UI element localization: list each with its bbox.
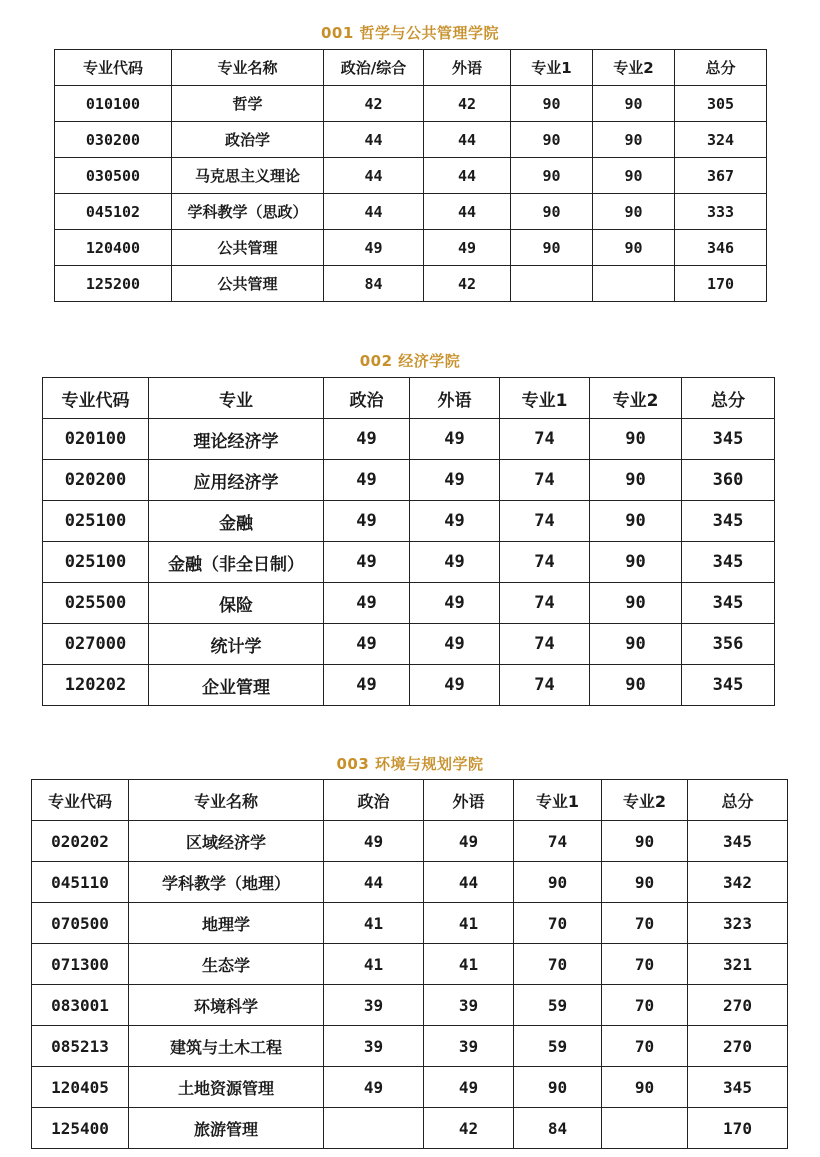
column-header: 专业1	[511, 50, 593, 86]
major-name-cell: 统计学	[149, 624, 324, 665]
score-cell: 49	[410, 665, 500, 706]
major-code-cell: 125400	[32, 1108, 129, 1149]
major-name-cell: 政治学	[172, 122, 324, 158]
score-cell: 90	[590, 501, 682, 542]
major-name-cell: 公共管理	[172, 266, 324, 302]
score-cell: 74	[500, 583, 590, 624]
score-cell: 74	[500, 665, 590, 706]
major-name-cell: 环境科学	[129, 985, 324, 1026]
score-cell: 49	[324, 665, 410, 706]
table-row	[55, 230, 767, 266]
score-cell: 84	[324, 266, 424, 302]
section-title: 001 哲学与公共管理学院	[320, 24, 500, 42]
score-cell: 70	[602, 1026, 688, 1067]
section-title: 002 经济学院	[359, 352, 461, 370]
major-code-cell: 045110	[32, 862, 129, 903]
major-code-cell: 045102	[55, 194, 172, 230]
score-cell: 49	[410, 419, 500, 460]
major-code-cell: 025100	[43, 501, 149, 542]
score-cell: 90	[593, 230, 675, 266]
table-row	[43, 419, 775, 460]
major-code-cell: 030500	[55, 158, 172, 194]
score-cell: 324	[675, 122, 767, 158]
score-cell: 90	[511, 86, 593, 122]
major-code-cell: 071300	[32, 944, 129, 985]
score-cell	[593, 266, 675, 302]
score-cell: 59	[514, 985, 602, 1026]
score-cell: 70	[602, 985, 688, 1026]
column-header: 政治/综合	[324, 50, 424, 86]
column-header: 政治	[324, 378, 410, 419]
score-cell: 41	[324, 903, 424, 944]
table-row	[43, 624, 775, 665]
major-code-cell: 083001	[32, 985, 129, 1026]
column-header: 专业代码	[32, 780, 129, 821]
score-cell: 90	[593, 194, 675, 230]
score-cell: 41	[424, 944, 514, 985]
score-cell: 90	[593, 122, 675, 158]
header-row	[43, 378, 775, 419]
table-row	[55, 122, 767, 158]
score-cell: 333	[675, 194, 767, 230]
score-cell: 345	[682, 501, 775, 542]
score-cell: 305	[675, 86, 767, 122]
score-cell: 345	[688, 1067, 788, 1108]
score-cell: 90	[511, 230, 593, 266]
table-row	[32, 1067, 788, 1108]
table-row	[55, 194, 767, 230]
score-cell: 90	[511, 122, 593, 158]
score-cell: 74	[500, 624, 590, 665]
major-code-cell: 120400	[55, 230, 172, 266]
major-name-cell: 理论经济学	[149, 419, 324, 460]
score-cell: 49	[410, 542, 500, 583]
score-cell: 74	[514, 821, 602, 862]
major-code-cell: 030200	[55, 122, 172, 158]
score-cell: 59	[514, 1026, 602, 1067]
score-cell: 90	[511, 158, 593, 194]
score-cell: 90	[590, 665, 682, 706]
table-row	[32, 1026, 788, 1067]
score-cell: 345	[682, 665, 775, 706]
major-code-cell: 027000	[43, 624, 149, 665]
score-cell: 74	[500, 542, 590, 583]
score-cell: 49	[424, 230, 511, 266]
major-name-cell: 土地资源管理	[129, 1067, 324, 1108]
score-cell: 49	[410, 583, 500, 624]
table-row	[32, 821, 788, 862]
score-cell: 321	[688, 944, 788, 985]
score-cell: 90	[590, 542, 682, 583]
score-cell: 39	[324, 1026, 424, 1067]
score-cell: 41	[424, 903, 514, 944]
major-code-cell: 025100	[43, 542, 149, 583]
score-cell: 49	[410, 501, 500, 542]
score-cell: 270	[688, 985, 788, 1026]
section-title: 003 环境与规划学院	[336, 755, 484, 773]
table-row	[43, 542, 775, 583]
score-cell: 49	[324, 821, 424, 862]
major-code-cell: 120405	[32, 1067, 129, 1108]
major-name-cell: 旅游管理	[129, 1108, 324, 1149]
column-header: 专业2	[590, 378, 682, 419]
table-row	[43, 460, 775, 501]
score-cell	[324, 1108, 424, 1149]
score-cell: 49	[424, 1067, 514, 1108]
score-cell: 345	[682, 542, 775, 583]
score-table-001	[54, 49, 767, 302]
major-code-cell: 085213	[32, 1026, 129, 1067]
score-cell: 84	[514, 1108, 602, 1149]
major-name-cell: 保险	[149, 583, 324, 624]
table-row	[32, 944, 788, 985]
score-cell: 345	[682, 583, 775, 624]
table-row	[32, 862, 788, 903]
table-row	[43, 501, 775, 542]
major-name-cell: 哲学	[172, 86, 324, 122]
score-cell: 90	[602, 1067, 688, 1108]
header-row	[32, 780, 788, 821]
major-name-cell: 应用经济学	[149, 460, 324, 501]
major-code-cell: 020200	[43, 460, 149, 501]
score-cell: 345	[688, 821, 788, 862]
score-cell: 170	[675, 266, 767, 302]
score-cell: 49	[324, 624, 410, 665]
score-cell: 44	[424, 862, 514, 903]
column-header: 外语	[410, 378, 500, 419]
column-header: 总分	[682, 378, 775, 419]
score-cell: 170	[688, 1108, 788, 1149]
score-cell: 49	[324, 542, 410, 583]
score-cell: 90	[590, 624, 682, 665]
score-cell: 342	[688, 862, 788, 903]
score-cell: 44	[424, 122, 511, 158]
score-cell: 49	[324, 501, 410, 542]
major-code-cell: 020202	[32, 821, 129, 862]
column-header: 政治	[324, 780, 424, 821]
score-cell: 90	[593, 86, 675, 122]
table-row	[32, 1108, 788, 1149]
score-cell: 49	[410, 460, 500, 501]
score-cell: 42	[324, 86, 424, 122]
score-cell: 360	[682, 460, 775, 501]
score-cell: 90	[602, 862, 688, 903]
column-header: 专业2	[593, 50, 675, 86]
score-cell: 49	[424, 821, 514, 862]
major-name-cell: 公共管理	[172, 230, 324, 266]
table-row	[55, 158, 767, 194]
major-code-cell: 020100	[43, 419, 149, 460]
score-cell: 90	[602, 821, 688, 862]
score-cell	[511, 266, 593, 302]
major-name-cell: 金融	[149, 501, 324, 542]
score-cell: 44	[324, 194, 424, 230]
score-cell: 367	[675, 158, 767, 194]
score-cell: 42	[424, 266, 511, 302]
score-cell: 74	[500, 419, 590, 460]
major-name-cell: 金融（非全日制）	[149, 542, 324, 583]
column-header: 总分	[688, 780, 788, 821]
column-header: 专业名称	[129, 780, 324, 821]
score-cell: 49	[324, 460, 410, 501]
score-cell: 90	[511, 194, 593, 230]
major-name-cell: 学科教学（思政）	[172, 194, 324, 230]
score-cell: 346	[675, 230, 767, 266]
score-cell: 90	[514, 862, 602, 903]
score-cell: 49	[324, 583, 410, 624]
score-cell: 44	[324, 158, 424, 194]
score-table-002	[42, 377, 775, 706]
column-header: 专业代码	[43, 378, 149, 419]
score-cell	[602, 1108, 688, 1149]
major-name-cell: 马克思主义理论	[172, 158, 324, 194]
major-code-cell: 070500	[32, 903, 129, 944]
header-row	[55, 50, 767, 86]
score-cell: 70	[514, 944, 602, 985]
score-cell: 42	[424, 1108, 514, 1149]
major-name-cell: 生态学	[129, 944, 324, 985]
column-header: 外语	[424, 50, 511, 86]
major-code-cell: 120202	[43, 665, 149, 706]
score-cell: 49	[324, 1067, 424, 1108]
score-cell: 90	[590, 419, 682, 460]
column-header: 专业名称	[172, 50, 324, 86]
score-cell: 44	[324, 122, 424, 158]
column-header: 专业1	[500, 378, 590, 419]
column-header: 专业代码	[55, 50, 172, 86]
score-cell: 90	[593, 158, 675, 194]
score-cell: 39	[424, 1026, 514, 1067]
major-code-cell: 125200	[55, 266, 172, 302]
score-cell: 74	[500, 460, 590, 501]
major-name-cell: 区域经济学	[129, 821, 324, 862]
score-cell: 39	[324, 985, 424, 1026]
table-row	[32, 985, 788, 1026]
major-name-cell: 企业管理	[149, 665, 324, 706]
score-cell: 70	[602, 903, 688, 944]
table-row	[55, 86, 767, 122]
table-row	[32, 903, 788, 944]
score-cell: 41	[324, 944, 424, 985]
score-cell: 39	[424, 985, 514, 1026]
column-header: 专业2	[602, 780, 688, 821]
score-cell: 44	[424, 194, 511, 230]
column-header: 专业1	[514, 780, 602, 821]
score-cell: 44	[424, 158, 511, 194]
major-code-cell: 025500	[43, 583, 149, 624]
major-name-cell: 学科教学（地理）	[129, 862, 324, 903]
score-cell: 270	[688, 1026, 788, 1067]
column-header: 总分	[675, 50, 767, 86]
score-cell: 74	[500, 501, 590, 542]
column-header: 外语	[424, 780, 514, 821]
score-cell: 70	[514, 903, 602, 944]
score-cell: 42	[424, 86, 511, 122]
score-cell: 90	[590, 460, 682, 501]
table-row	[43, 665, 775, 706]
score-cell: 323	[688, 903, 788, 944]
table-row	[43, 583, 775, 624]
major-name-cell: 建筑与土木工程	[129, 1026, 324, 1067]
score-cell: 90	[590, 583, 682, 624]
major-code-cell: 010100	[55, 86, 172, 122]
score-cell: 356	[682, 624, 775, 665]
score-cell: 345	[682, 419, 775, 460]
column-header: 专业	[149, 378, 324, 419]
score-cell: 70	[602, 944, 688, 985]
major-name-cell: 地理学	[129, 903, 324, 944]
score-cell: 49	[410, 624, 500, 665]
table-row	[55, 266, 767, 302]
score-cell: 49	[324, 230, 424, 266]
score-cell: 90	[514, 1067, 602, 1108]
score-cell: 49	[324, 419, 410, 460]
score-cell: 44	[324, 862, 424, 903]
score-table-003	[31, 779, 788, 1149]
